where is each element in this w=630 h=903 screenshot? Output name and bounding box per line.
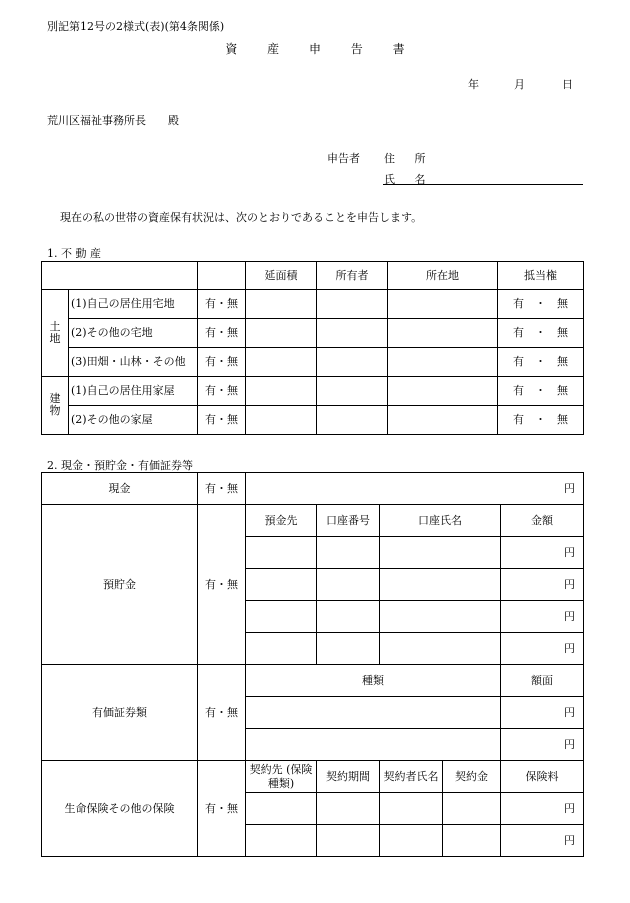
owner-cell[interactable] — [317, 348, 388, 377]
yes-no-choice[interactable]: 有・無 — [198, 319, 246, 348]
cash-row — [42, 473, 584, 505]
amount-cell[interactable]: 円 — [501, 633, 584, 665]
yes-no-choice[interactable]: 有・無 — [198, 473, 246, 505]
document-title: 資 産 申 告 書 — [225, 42, 418, 56]
addressee: 荒川区福祉事務所長 殿 — [47, 114, 179, 127]
column-header: 口座氏名 — [380, 505, 501, 537]
yes-no-choice[interactable]: 有・無 — [198, 505, 246, 665]
contract-period-cell[interactable] — [317, 793, 380, 825]
financial-assets-table — [41, 472, 584, 857]
applicant-label: 申告者 — [327, 152, 360, 165]
date-year-label: 年 — [468, 78, 479, 91]
yes-no-choice[interactable]: 有・無 — [198, 406, 246, 435]
contractor-name-cell[interactable] — [380, 793, 443, 825]
security-type-cell[interactable] — [246, 729, 501, 761]
insurance-header-row — [42, 761, 584, 793]
bank-cell[interactable] — [246, 569, 317, 601]
floor-area-cell[interactable] — [246, 290, 317, 319]
securities-header-row — [42, 665, 584, 697]
contractor-name-cell[interactable] — [380, 825, 443, 857]
insurer-cell[interactable] — [246, 793, 317, 825]
bank-cell[interactable] — [246, 537, 317, 569]
header-blank — [42, 262, 198, 290]
owner-cell[interactable] — [317, 290, 388, 319]
row-label: (3)田畑・山林・その他 — [69, 348, 198, 377]
deposits-header-row — [42, 505, 584, 537]
column-header: 延面積 — [246, 262, 317, 290]
owner-cell[interactable] — [317, 377, 388, 406]
location-cell[interactable] — [388, 290, 498, 319]
mortgage-choice[interactable]: 有 ・ 無 — [498, 290, 584, 319]
security-type-cell[interactable] — [246, 697, 501, 729]
column-header: 契約金 — [443, 761, 501, 793]
table-row — [42, 406, 584, 435]
premium-cell[interactable]: 円 — [501, 793, 584, 825]
account-number-cell[interactable] — [317, 537, 380, 569]
cash-label: 現金 — [42, 473, 198, 505]
group-label-land: 土地 — [42, 290, 69, 377]
mortgage-choice[interactable]: 有 ・ 無 — [498, 348, 584, 377]
section-real-estate-heading: 1. 不 動 産 — [47, 247, 101, 260]
securities-label: 有価証券類 — [42, 665, 198, 761]
column-header: 契約期間 — [317, 761, 380, 793]
name-label: 氏 名 — [384, 173, 434, 186]
table-row — [42, 348, 584, 377]
mortgage-choice[interactable]: 有 ・ 無 — [498, 406, 584, 435]
yes-no-choice[interactable]: 有・無 — [198, 761, 246, 857]
location-cell[interactable] — [388, 406, 498, 435]
column-header: 所在地 — [388, 262, 498, 290]
section-financial-heading: 2. 現金・預貯金・有価証券等 — [47, 459, 193, 472]
insurer-cell[interactable] — [246, 825, 317, 857]
yes-no-choice[interactable]: 有・無 — [198, 290, 246, 319]
location-cell[interactable] — [388, 377, 498, 406]
column-header: 所有者 — [317, 262, 388, 290]
mortgage-choice[interactable]: 有 ・ 無 — [498, 319, 584, 348]
row-label: (2)その他の宅地 — [69, 319, 198, 348]
amount-cell[interactable]: 円 — [501, 569, 584, 601]
column-header: 抵当権 — [498, 262, 584, 290]
table-row — [42, 377, 584, 406]
column-header: 種類 — [246, 665, 501, 697]
floor-area-cell[interactable] — [246, 319, 317, 348]
contract-period-cell[interactable] — [317, 825, 380, 857]
real-estate-header-row — [42, 262, 584, 290]
column-header: 口座番号 — [317, 505, 380, 537]
owner-cell[interactable] — [317, 406, 388, 435]
column-header: 保険料 — [501, 761, 584, 793]
bank-cell[interactable] — [246, 633, 317, 665]
floor-area-cell[interactable] — [246, 406, 317, 435]
column-header: 契約者氏名 — [380, 761, 443, 793]
premium-cell[interactable]: 円 — [501, 825, 584, 857]
name-signature-line[interactable] — [383, 184, 583, 185]
yes-no-choice[interactable]: 有・無 — [198, 665, 246, 761]
group-label-building: 建物 — [42, 377, 69, 435]
account-number-cell[interactable] — [317, 569, 380, 601]
face-value-cell[interactable]: 円 — [501, 697, 584, 729]
table-row — [42, 290, 584, 319]
mortgage-choice[interactable]: 有 ・ 無 — [498, 377, 584, 406]
location-cell[interactable] — [388, 319, 498, 348]
column-header: 金額 — [501, 505, 584, 537]
row-label: (1)自己の居住用家屋 — [69, 377, 198, 406]
floor-area-cell[interactable] — [246, 348, 317, 377]
date-month-label: 月 — [514, 78, 525, 91]
location-cell[interactable] — [388, 348, 498, 377]
account-number-cell[interactable] — [317, 601, 380, 633]
header-blank-yesno — [198, 262, 246, 290]
account-number-cell[interactable] — [317, 633, 380, 665]
face-value-cell[interactable]: 円 — [501, 729, 584, 761]
contract-amount-cell[interactable] — [443, 825, 501, 857]
address-label: 住 所 — [384, 152, 434, 165]
date-day-label: 日 — [562, 78, 573, 91]
yes-no-choice[interactable]: 有・無 — [198, 377, 246, 406]
amount-cell[interactable]: 円 — [501, 537, 584, 569]
column-header: 契約先 (保険種類) — [246, 761, 317, 793]
contract-amount-cell[interactable] — [443, 793, 501, 825]
yes-no-choice[interactable]: 有・無 — [198, 348, 246, 377]
account-name-cell[interactable] — [380, 569, 501, 601]
amount-cell[interactable]: 円 — [501, 601, 584, 633]
real-estate-table — [41, 261, 584, 435]
row-label: (2)その他の家屋 — [69, 406, 198, 435]
row-label: (1)自己の居住用宅地 — [69, 290, 198, 319]
insurance-label: 生命保険その他の保険 — [42, 761, 198, 857]
deposits-label: 預貯金 — [42, 505, 198, 665]
table-row — [42, 319, 584, 348]
account-name-cell[interactable] — [380, 601, 501, 633]
account-name-cell[interactable] — [380, 633, 501, 665]
owner-cell[interactable] — [317, 319, 388, 348]
bank-cell[interactable] — [246, 601, 317, 633]
cash-amount-cell[interactable]: 円 — [246, 473, 584, 505]
column-header: 額面 — [501, 665, 584, 697]
form-number: 別記第12号の2様式(表)(第4条関係) — [47, 20, 225, 33]
account-name-cell[interactable] — [380, 537, 501, 569]
declaration-statement: 現在の私の世帯の資産保有状況は、次のとおりであることを申告します。 — [60, 211, 423, 224]
column-header: 預金先 — [246, 505, 317, 537]
floor-area-cell[interactable] — [246, 377, 317, 406]
